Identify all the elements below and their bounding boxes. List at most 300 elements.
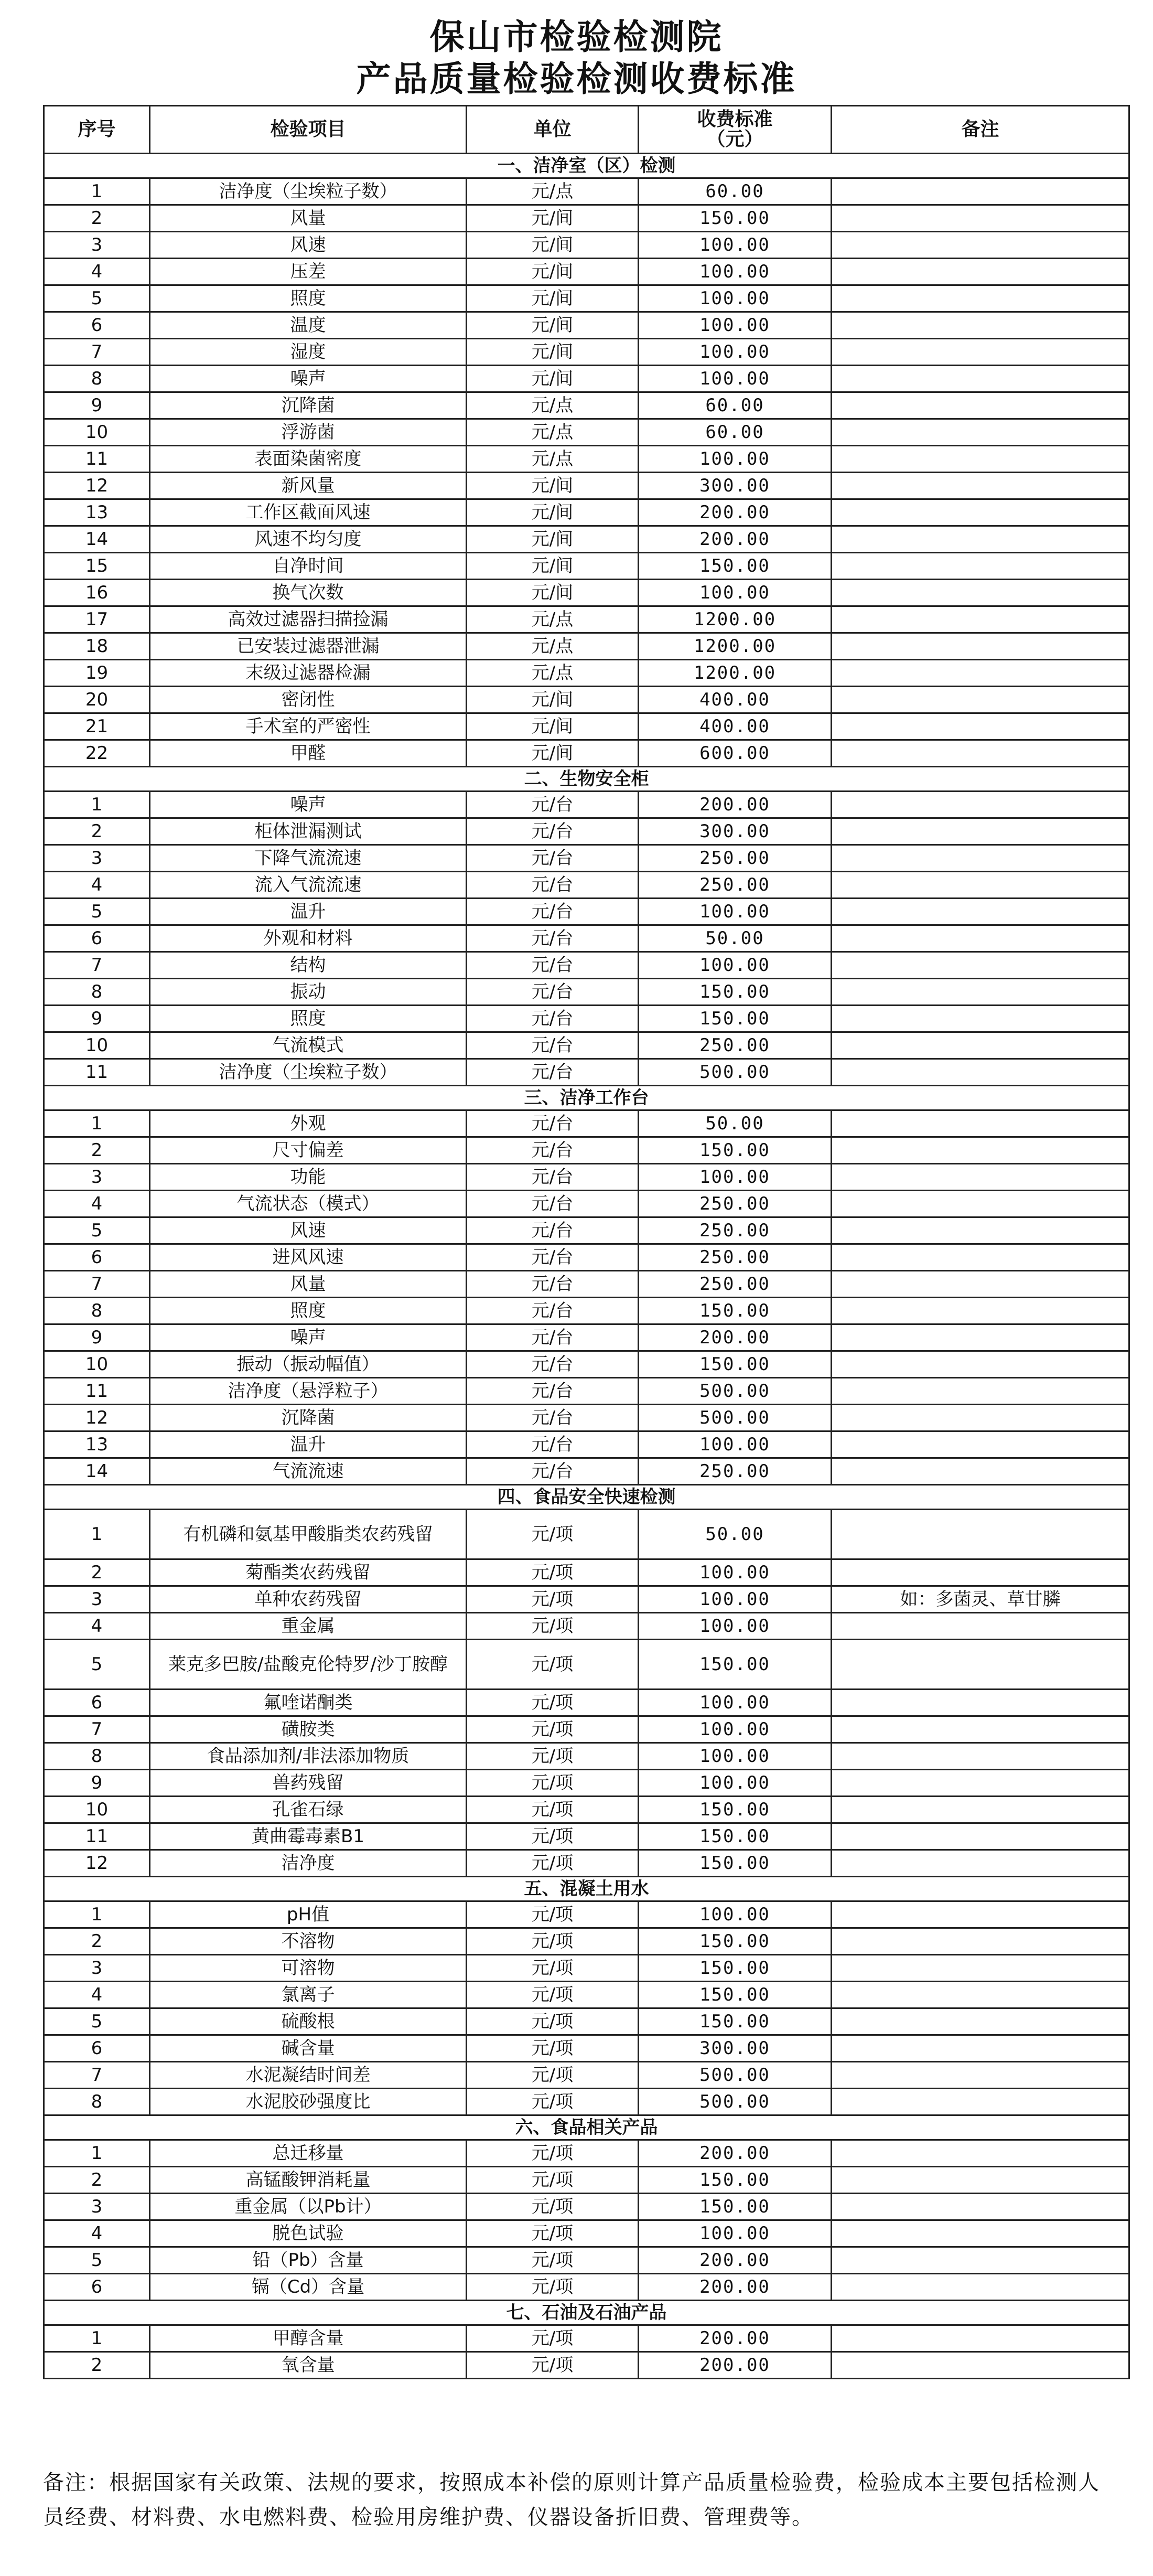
row-note bbox=[832, 312, 1129, 339]
row-no: 6 bbox=[44, 2035, 150, 2062]
row-no: 2 bbox=[44, 1137, 150, 1164]
row-no: 3 bbox=[44, 1164, 150, 1191]
row-item: 功能 bbox=[150, 1164, 467, 1191]
row-fee: 150.00 bbox=[639, 1823, 832, 1850]
row-no: 3 bbox=[44, 1955, 150, 1982]
row-note bbox=[832, 2325, 1129, 2352]
row-note bbox=[832, 285, 1129, 312]
row-note bbox=[832, 1770, 1129, 1797]
row-no: 11 bbox=[44, 1059, 150, 1086]
row-fee: 100.00 bbox=[639, 366, 832, 392]
row-fee: 400.00 bbox=[639, 687, 832, 713]
row-item: 噪声 bbox=[150, 1324, 467, 1351]
table-row bbox=[44, 2325, 1129, 2352]
table-row bbox=[44, 660, 1129, 687]
table-row bbox=[44, 1640, 1129, 1690]
table-row bbox=[44, 2140, 1129, 2167]
row-no: 8 bbox=[44, 979, 150, 1006]
row-unit: 元/间 bbox=[467, 473, 639, 499]
table-row bbox=[44, 232, 1129, 259]
row-no: 10 bbox=[44, 1032, 150, 1059]
row-unit: 元/台 bbox=[467, 1405, 639, 1431]
row-fee: 250.00 bbox=[639, 1032, 832, 1059]
row-item: 莱克多巴胺/盐酸克伦特罗/沙丁胺醇 bbox=[150, 1640, 467, 1690]
row-unit: 元/项 bbox=[467, 1559, 639, 1586]
row-fee: 250.00 bbox=[639, 1271, 832, 1298]
row-unit: 元/台 bbox=[467, 792, 639, 818]
table-row bbox=[44, 740, 1129, 767]
row-fee: 150.00 bbox=[639, 1137, 832, 1164]
row-note bbox=[832, 1378, 1129, 1405]
row-no: 8 bbox=[44, 1298, 150, 1324]
table-row bbox=[44, 979, 1129, 1006]
row-fee: 200.00 bbox=[639, 2247, 832, 2274]
row-fee: 50.00 bbox=[639, 1110, 832, 1137]
row-unit: 元/项 bbox=[467, 1797, 639, 1823]
row-note bbox=[832, 2352, 1129, 2379]
section-header-row bbox=[44, 1485, 1129, 1510]
row-fee: 1200.00 bbox=[639, 606, 832, 633]
row-unit: 元/项 bbox=[467, 1743, 639, 1770]
table-row bbox=[44, 818, 1129, 845]
row-fee: 100.00 bbox=[639, 1586, 832, 1613]
row-no: 8 bbox=[44, 366, 150, 392]
table-row bbox=[44, 1510, 1129, 1559]
row-item: 水泥胶砂强度比 bbox=[150, 2089, 467, 2115]
row-fee: 100.00 bbox=[639, 580, 832, 606]
row-fee: 150.00 bbox=[639, 1351, 832, 1378]
row-unit: 元/项 bbox=[467, 2220, 639, 2247]
row-note bbox=[832, 792, 1129, 818]
row-note bbox=[832, 979, 1129, 1006]
row-unit: 元/间 bbox=[467, 740, 639, 767]
row-no: 4 bbox=[44, 1613, 150, 1640]
row-fee: 60.00 bbox=[639, 419, 832, 446]
table-body bbox=[44, 154, 1129, 2379]
row-no: 12 bbox=[44, 473, 150, 499]
row-unit: 元/台 bbox=[467, 979, 639, 1006]
row-item: 噪声 bbox=[150, 366, 467, 392]
row-no: 1 bbox=[44, 2325, 150, 2352]
row-note bbox=[832, 2220, 1129, 2247]
row-unit: 元/台 bbox=[467, 899, 639, 925]
row-item: 兽药残留 bbox=[150, 1770, 467, 1797]
row-item: 风量 bbox=[150, 205, 467, 232]
row-item: 照度 bbox=[150, 285, 467, 312]
row-no: 8 bbox=[44, 2089, 150, 2115]
row-unit: 元/点 bbox=[467, 419, 639, 446]
table-row bbox=[44, 1191, 1129, 1217]
row-no: 15 bbox=[44, 553, 150, 580]
table-row bbox=[44, 952, 1129, 979]
row-unit: 元/台 bbox=[467, 845, 639, 872]
row-item: 风速不均匀度 bbox=[150, 526, 467, 553]
row-note bbox=[832, 1351, 1129, 1378]
row-no: 9 bbox=[44, 1324, 150, 1351]
row-item: 末级过滤器检漏 bbox=[150, 660, 467, 687]
row-note bbox=[832, 1324, 1129, 1351]
table-row bbox=[44, 580, 1129, 606]
row-fee: 60.00 bbox=[639, 392, 832, 419]
row-fee: 50.00 bbox=[639, 1510, 832, 1559]
header-fee: 收费标准 （元） bbox=[639, 106, 832, 154]
row-no: 7 bbox=[44, 339, 150, 366]
row-fee: 150.00 bbox=[639, 1955, 832, 1982]
row-note bbox=[832, 1191, 1129, 1217]
table-row bbox=[44, 1982, 1129, 2008]
row-item: 已安装过滤器泄漏 bbox=[150, 633, 467, 660]
row-note bbox=[832, 2035, 1129, 2062]
fee-standard-table bbox=[43, 105, 1130, 2379]
row-fee: 100.00 bbox=[639, 1743, 832, 1770]
row-no: 11 bbox=[44, 446, 150, 473]
row-item: 磺胺类 bbox=[150, 1716, 467, 1743]
row-no: 4 bbox=[44, 259, 150, 285]
table-row bbox=[44, 2062, 1129, 2089]
row-item: 气流流速 bbox=[150, 1458, 467, 1485]
row-fee: 1200.00 bbox=[639, 633, 832, 660]
row-no: 14 bbox=[44, 1458, 150, 1485]
row-note bbox=[832, 1298, 1129, 1324]
row-note bbox=[832, 1405, 1129, 1431]
row-note bbox=[832, 1743, 1129, 1770]
row-item: 照度 bbox=[150, 1006, 467, 1032]
row-no: 1 bbox=[44, 1110, 150, 1137]
row-note bbox=[832, 2140, 1129, 2167]
table-row bbox=[44, 1006, 1129, 1032]
row-note bbox=[832, 1901, 1129, 1928]
row-no: 7 bbox=[44, 952, 150, 979]
table-row bbox=[44, 1110, 1129, 1137]
row-fee: 100.00 bbox=[639, 2220, 832, 2247]
row-fee: 500.00 bbox=[639, 2062, 832, 2089]
row-note bbox=[832, 1217, 1129, 1244]
row-unit: 元/项 bbox=[467, 2167, 639, 2194]
row-unit: 元/项 bbox=[467, 1640, 639, 1690]
row-unit: 元/间 bbox=[467, 713, 639, 740]
header-unit: 单位 bbox=[467, 106, 639, 154]
section-header-row bbox=[44, 2115, 1129, 2140]
row-note bbox=[832, 1797, 1129, 1823]
row-fee: 500.00 bbox=[639, 2089, 832, 2115]
section-header-row bbox=[44, 2301, 1129, 2325]
row-unit: 元/台 bbox=[467, 818, 639, 845]
table-row bbox=[44, 526, 1129, 553]
row-no: 4 bbox=[44, 1982, 150, 2008]
row-fee: 500.00 bbox=[639, 1405, 832, 1431]
row-unit: 元/台 bbox=[467, 1164, 639, 1191]
row-unit: 元/点 bbox=[467, 606, 639, 633]
row-unit: 元/台 bbox=[467, 952, 639, 979]
table-row bbox=[44, 1743, 1129, 1770]
row-note bbox=[832, 713, 1129, 740]
row-fee: 300.00 bbox=[639, 473, 832, 499]
row-unit: 元/台 bbox=[467, 925, 639, 952]
row-unit: 元/项 bbox=[467, 1586, 639, 1613]
row-unit: 元/台 bbox=[467, 1006, 639, 1032]
row-note bbox=[832, 580, 1129, 606]
row-item: 洁净度（尘埃粒子数） bbox=[150, 1059, 467, 1086]
row-note bbox=[832, 1613, 1129, 1640]
row-item: 振动 bbox=[150, 979, 467, 1006]
row-note bbox=[832, 1006, 1129, 1032]
row-item: 结构 bbox=[150, 952, 467, 979]
row-note bbox=[832, 1458, 1129, 1485]
row-unit: 元/间 bbox=[467, 553, 639, 580]
table-row bbox=[44, 1164, 1129, 1191]
row-item: 风速 bbox=[150, 1217, 467, 1244]
row-note bbox=[832, 1690, 1129, 1716]
row-unit: 元/台 bbox=[467, 1217, 639, 1244]
row-fee: 100.00 bbox=[639, 899, 832, 925]
row-fee: 200.00 bbox=[639, 1324, 832, 1351]
table-row bbox=[44, 792, 1129, 818]
footnote: 备注：根据国家有关政策、法规的要求，按照成本补偿的原则计算产品质量检验费，检验成本主要包括检测人员经费、材料费、水电燃料费、检验用房维护费、仪器设备折旧费、管理费等。 bbox=[43, 2471, 1100, 2529]
row-no: 6 bbox=[44, 312, 150, 339]
row-unit: 元/间 bbox=[467, 339, 639, 366]
table-row bbox=[44, 2035, 1129, 2062]
row-item: 氧含量 bbox=[150, 2352, 467, 2379]
row-no: 1 bbox=[44, 792, 150, 818]
row-note bbox=[832, 1640, 1129, 1690]
row-unit: 元/项 bbox=[467, 1690, 639, 1716]
row-fee: 150.00 bbox=[639, 1797, 832, 1823]
row-note bbox=[832, 818, 1129, 845]
row-no: 5 bbox=[44, 1217, 150, 1244]
row-fee: 600.00 bbox=[639, 740, 832, 767]
row-item: 温度 bbox=[150, 312, 467, 339]
row-fee: 150.00 bbox=[639, 979, 832, 1006]
table-row bbox=[44, 2167, 1129, 2194]
row-no: 2 bbox=[44, 1559, 150, 1586]
row-no: 6 bbox=[44, 1690, 150, 1716]
row-item: 外观和材料 bbox=[150, 925, 467, 952]
row-unit: 元/台 bbox=[467, 1191, 639, 1217]
row-note bbox=[832, 1510, 1129, 1559]
row-no: 9 bbox=[44, 1770, 150, 1797]
row-item: 工作区截面风速 bbox=[150, 499, 467, 526]
row-no: 5 bbox=[44, 1640, 150, 1690]
row-fee: 150.00 bbox=[639, 2194, 832, 2220]
row-unit: 元/点 bbox=[467, 633, 639, 660]
row-item: 密闭性 bbox=[150, 687, 467, 713]
row-fee: 150.00 bbox=[639, 205, 832, 232]
row-note bbox=[832, 1110, 1129, 1137]
table-row bbox=[44, 553, 1129, 580]
row-unit: 元/台 bbox=[467, 1351, 639, 1378]
table-row bbox=[44, 1901, 1129, 1928]
row-note bbox=[832, 633, 1129, 660]
row-fee: 100.00 bbox=[639, 285, 832, 312]
row-unit: 元/间 bbox=[467, 312, 639, 339]
row-fee: 200.00 bbox=[639, 2274, 832, 2301]
table-row bbox=[44, 2352, 1129, 2379]
row-fee: 1200.00 bbox=[639, 660, 832, 687]
table-row bbox=[44, 1928, 1129, 1955]
row-item: 可溶物 bbox=[150, 1955, 467, 1982]
row-item: 风量 bbox=[150, 1271, 467, 1298]
row-no: 9 bbox=[44, 392, 150, 419]
section-title: 三、洁净工作台 bbox=[44, 1086, 1129, 1110]
header-note: 备注 bbox=[832, 106, 1129, 154]
row-unit: 元/点 bbox=[467, 446, 639, 473]
row-note bbox=[832, 606, 1129, 633]
table-row bbox=[44, 312, 1129, 339]
row-unit: 元/项 bbox=[467, 1770, 639, 1797]
row-item: 氟喹诺酮类 bbox=[150, 1690, 467, 1716]
row-fee: 150.00 bbox=[639, 1928, 832, 1955]
row-no: 3 bbox=[44, 845, 150, 872]
section-title: 六、食品相关产品 bbox=[44, 2115, 1129, 2140]
table-row bbox=[44, 473, 1129, 499]
row-item: 黄曲霉毒素B1 bbox=[150, 1823, 467, 1850]
table-row bbox=[44, 285, 1129, 312]
row-note bbox=[832, 419, 1129, 446]
table-row bbox=[44, 392, 1129, 419]
row-note bbox=[832, 1928, 1129, 1955]
table-row bbox=[44, 1431, 1129, 1458]
row-note bbox=[832, 2274, 1129, 2301]
table-row bbox=[44, 419, 1129, 446]
row-unit: 元/台 bbox=[467, 1244, 639, 1271]
document-title: 保山市检验检测院 bbox=[429, 16, 724, 57]
row-note bbox=[832, 339, 1129, 366]
row-no: 21 bbox=[44, 713, 150, 740]
row-note bbox=[832, 1982, 1129, 2008]
row-fee: 100.00 bbox=[639, 1690, 832, 1716]
row-item: 重金属 bbox=[150, 1613, 467, 1640]
row-unit: 元/项 bbox=[467, 1613, 639, 1640]
row-fee: 100.00 bbox=[639, 952, 832, 979]
row-fee: 100.00 bbox=[639, 312, 832, 339]
row-item: 水泥凝结时间差 bbox=[150, 2062, 467, 2089]
table-row bbox=[44, 1690, 1129, 1716]
row-unit: 元/项 bbox=[467, 1510, 639, 1559]
row-fee: 100.00 bbox=[639, 446, 832, 473]
row-note bbox=[832, 1955, 1129, 1982]
row-fee: 100.00 bbox=[639, 232, 832, 259]
row-no: 2 bbox=[44, 2167, 150, 2194]
row-no: 5 bbox=[44, 899, 150, 925]
row-no: 1 bbox=[44, 1510, 150, 1559]
section-header-row bbox=[44, 1086, 1129, 1110]
row-unit: 元/台 bbox=[467, 1110, 639, 1137]
row-fee: 250.00 bbox=[639, 845, 832, 872]
table-row bbox=[44, 1770, 1129, 1797]
row-note bbox=[832, 952, 1129, 979]
row-fee: 200.00 bbox=[639, 526, 832, 553]
row-fee: 250.00 bbox=[639, 872, 832, 899]
row-note bbox=[832, 660, 1129, 687]
row-fee: 100.00 bbox=[639, 1164, 832, 1191]
row-no: 20 bbox=[44, 687, 150, 713]
table-row bbox=[44, 1059, 1129, 1086]
table-row bbox=[44, 205, 1129, 232]
row-unit: 元/点 bbox=[467, 392, 639, 419]
section-title: 一、洁净室（区）检测 bbox=[44, 154, 1129, 178]
table-row bbox=[44, 925, 1129, 952]
row-item: 单种农药残留 bbox=[150, 1586, 467, 1613]
row-unit: 元/台 bbox=[467, 1431, 639, 1458]
table-row bbox=[44, 366, 1129, 392]
row-note bbox=[832, 899, 1129, 925]
row-item: 甲醛 bbox=[150, 740, 467, 767]
row-unit: 元/间 bbox=[467, 285, 639, 312]
row-fee: 200.00 bbox=[639, 792, 832, 818]
row-no: 1 bbox=[44, 178, 150, 205]
row-unit: 元/项 bbox=[467, 1850, 639, 1877]
row-note bbox=[832, 2247, 1129, 2274]
row-note bbox=[832, 392, 1129, 419]
row-unit: 元/项 bbox=[467, 2140, 639, 2167]
table-row bbox=[44, 2008, 1129, 2035]
row-fee: 100.00 bbox=[639, 1770, 832, 1797]
row-unit: 元/项 bbox=[467, 2062, 639, 2089]
row-no: 8 bbox=[44, 1743, 150, 1770]
table-row bbox=[44, 872, 1129, 899]
row-item: 菊酯类农药残留 bbox=[150, 1559, 467, 1586]
row-fee: 150.00 bbox=[639, 1640, 832, 1690]
table-row bbox=[44, 713, 1129, 740]
row-item: 氯离子 bbox=[150, 1982, 467, 2008]
row-item: 气流模式 bbox=[150, 1032, 467, 1059]
row-note bbox=[832, 259, 1129, 285]
row-no: 4 bbox=[44, 1191, 150, 1217]
table-row bbox=[44, 1797, 1129, 1823]
row-unit: 元/点 bbox=[467, 178, 639, 205]
row-no: 19 bbox=[44, 660, 150, 687]
row-no: 4 bbox=[44, 2220, 150, 2247]
row-item: 食品添加剂/非法添加物质 bbox=[150, 1743, 467, 1770]
row-fee: 100.00 bbox=[639, 1613, 832, 1640]
row-item: 沉降菌 bbox=[150, 392, 467, 419]
row-item: pH值 bbox=[150, 1901, 467, 1928]
row-no: 16 bbox=[44, 580, 150, 606]
row-item: 孔雀石绿 bbox=[150, 1797, 467, 1823]
row-no: 4 bbox=[44, 872, 150, 899]
row-item: 总迁移量 bbox=[150, 2140, 467, 2167]
row-fee: 150.00 bbox=[639, 1006, 832, 1032]
row-note bbox=[832, 205, 1129, 232]
row-unit: 元/台 bbox=[467, 1378, 639, 1405]
table-row bbox=[44, 687, 1129, 713]
table-row bbox=[44, 899, 1129, 925]
row-note bbox=[832, 2194, 1129, 2220]
row-note bbox=[832, 446, 1129, 473]
row-fee: 100.00 bbox=[639, 1431, 832, 1458]
row-no: 10 bbox=[44, 419, 150, 446]
row-no: 3 bbox=[44, 2194, 150, 2220]
row-note bbox=[832, 526, 1129, 553]
row-unit: 元/项 bbox=[467, 2352, 639, 2379]
row-item: 风速 bbox=[150, 232, 467, 259]
row-item: 沉降菌 bbox=[150, 1405, 467, 1431]
row-fee: 200.00 bbox=[639, 2352, 832, 2379]
row-item: 铅（Pb）含量 bbox=[150, 2247, 467, 2274]
table-row bbox=[44, 259, 1129, 285]
table-row bbox=[44, 1271, 1129, 1298]
table-row bbox=[44, 1955, 1129, 1982]
table-row bbox=[44, 2274, 1129, 2301]
table-row bbox=[44, 633, 1129, 660]
row-note bbox=[832, 553, 1129, 580]
row-note bbox=[832, 2089, 1129, 2115]
row-no: 2 bbox=[44, 205, 150, 232]
header-no: 序号 bbox=[44, 106, 150, 154]
row-unit: 元/项 bbox=[467, 2247, 639, 2274]
row-unit: 元/项 bbox=[467, 1823, 639, 1850]
table-row bbox=[44, 1559, 1129, 1586]
